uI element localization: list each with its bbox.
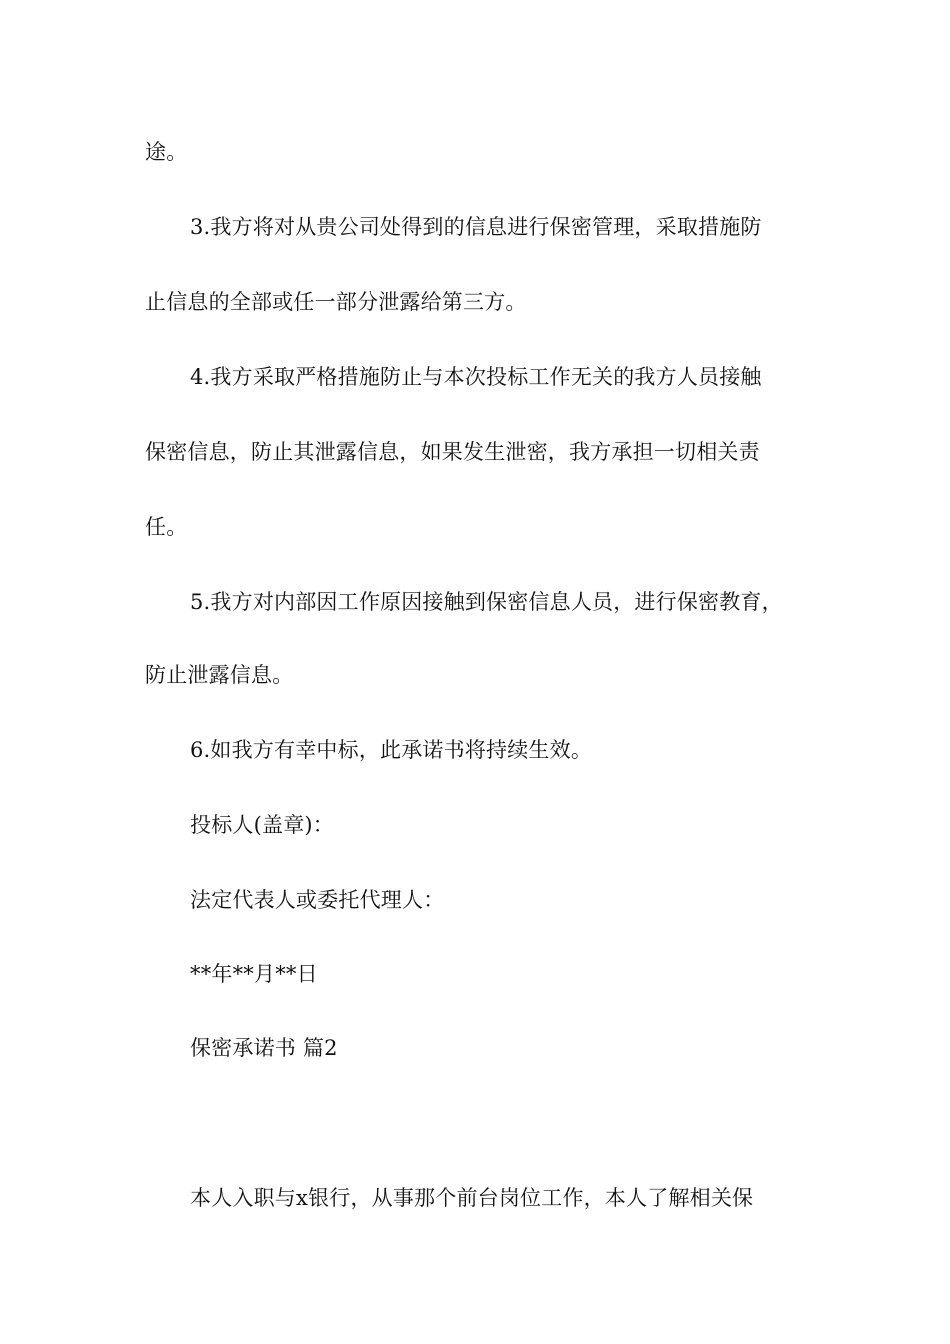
paragraph-line: 4.我方采取严格措施防止与本次投标工作无关的我方人员接触 xyxy=(190,365,762,389)
paragraph-line: 止信息的全部或任一部分泄露给第三方。 xyxy=(145,290,527,314)
paragraph-line: 6.如我方有幸中标，此承诺书将持续生效。 xyxy=(190,738,593,762)
paragraph-line: 防止泄露信息。 xyxy=(145,663,294,687)
paragraph-line: 5.我方对内部因工作原因接触到保密信息人员，进行保密教育， xyxy=(190,590,783,614)
signature-label-bidder: 投标人(盖章)： xyxy=(190,813,334,837)
paragraph-line: 本人入职与x银行，从事那个前台岗位工作，本人了解相关保 xyxy=(190,1186,754,1210)
paragraph-line: 途。 xyxy=(145,140,188,164)
paragraph-line: 保密信息，防止其泄露信息，如果发生泄密，我方承担一切相关责 xyxy=(145,440,760,464)
signature-label-representative: 法定代表人或委托代理人： xyxy=(190,888,445,912)
paragraph-line: 3.我方将对从贵公司处得到的信息进行保密管理，采取措施防 xyxy=(190,215,762,239)
date-line: **年**月**日 xyxy=(190,962,318,986)
paragraph-line: 任。 xyxy=(145,515,188,539)
section-heading: 保密承诺书 篇2 xyxy=(190,1036,338,1060)
